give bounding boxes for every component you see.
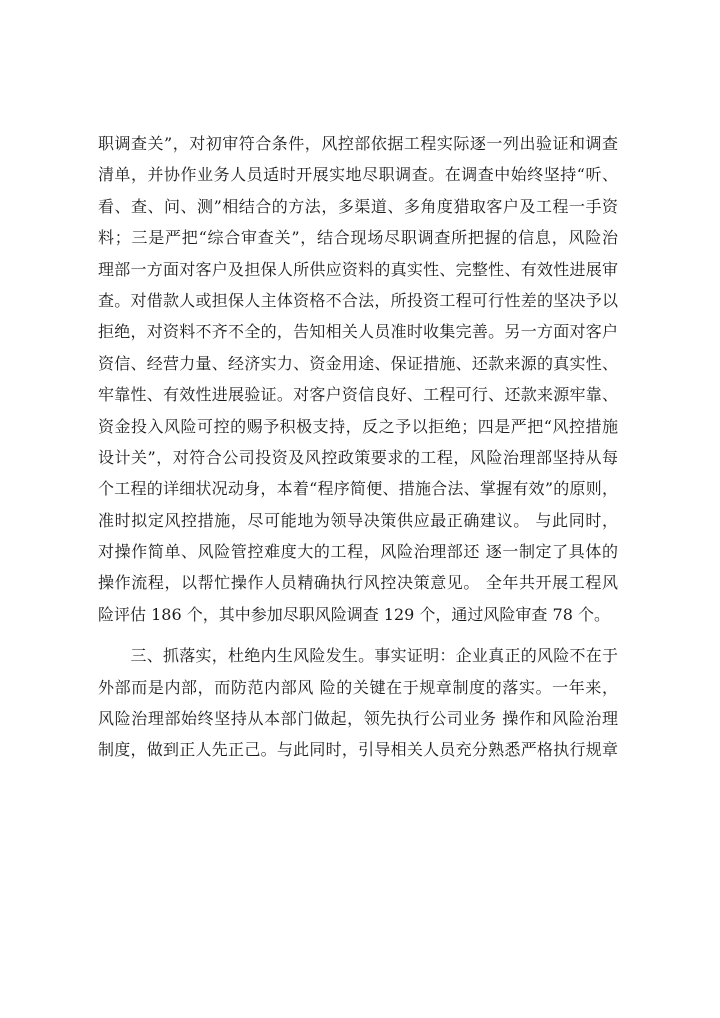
text-line: 理部一方面对客户及担保人所供应资料的真实性、完整性、有效性进展审 (98, 259, 618, 279)
text-line: 外部而是内部，而防范内部风 险的关键在于规章制度的落实。一年来， (98, 677, 618, 697)
text-line: 三、抓落实，杜绝内生风险发生。事实证明：企业真正的风险不在于 (98, 646, 618, 666)
text-line: 操作流程，以帮忙操作人员精确执行风控决策意见。 全年共开展工程风 (98, 573, 618, 593)
paragraph-gap (98, 630, 618, 640)
text-line: 制度，做到正人先正己。与此同时，引导相关人员充分熟悉严格执行规章 (98, 740, 618, 760)
text-line: 料；三是严把“综合审查关”，结合现场尽职调查所把握的信息，风险治 (98, 228, 618, 248)
text-line: 险评估 186 个，其中参加尽职风险调查 129 个，通过风险审查 78 个。 (98, 604, 610, 624)
body-text (98, 128, 618, 766)
text-line: 职调查关”，对初审符合条件，风控部依据工程实际逐一列出验证和调查 (98, 134, 618, 153)
text-line: 清单，并协作业务人员适时开展实地尽职调查。在调查中始终坚持“听、 (98, 165, 618, 185)
text-line: 个工程的详细状况动身，本着“程序简便、措施合法、掌握有效”的原则， (98, 479, 618, 499)
text-line: 看、查、问、测”相结合的方法，多渠道、多角度猎取客户及工程一手资 (98, 196, 618, 216)
text-line: 准时拟定风控措施，尽可能地为领导决策供应最正确建议。 与此同时， (98, 510, 618, 530)
text-line: 设计关”，对符合公司投资及风控政策要求的工程，风险治理部坚持从每 (98, 447, 618, 467)
text-line: 资金投入风险可控的赐予积极支持，反之予以拒绝；四是严把“风控措施 (98, 416, 618, 436)
text-line: 查。对借款人或担保人主体资格不合法，所投资工程可行性差的坚决予以 (98, 290, 618, 310)
text-line: 资信、经营力量、经济实力、资金用途、保证措施、还款来源的真实性、 (98, 353, 618, 373)
text-line: 风险治理部始终坚持从本部门做起，领先执行公司业务 操作和风险治理 (98, 709, 618, 729)
text-line: 牢靠性、有效性进展验证。对客户资信良好、工程可行、还款来源牢靠、 (98, 385, 618, 405)
text-line: 对操作简单、风险管控难度大的工程，风险治理部还 逐一制定了具体的 (98, 542, 618, 562)
text-line: 拒绝，对资料不齐不全的，告知相关人员准时收集完善。另一方面对客户 (98, 322, 618, 342)
